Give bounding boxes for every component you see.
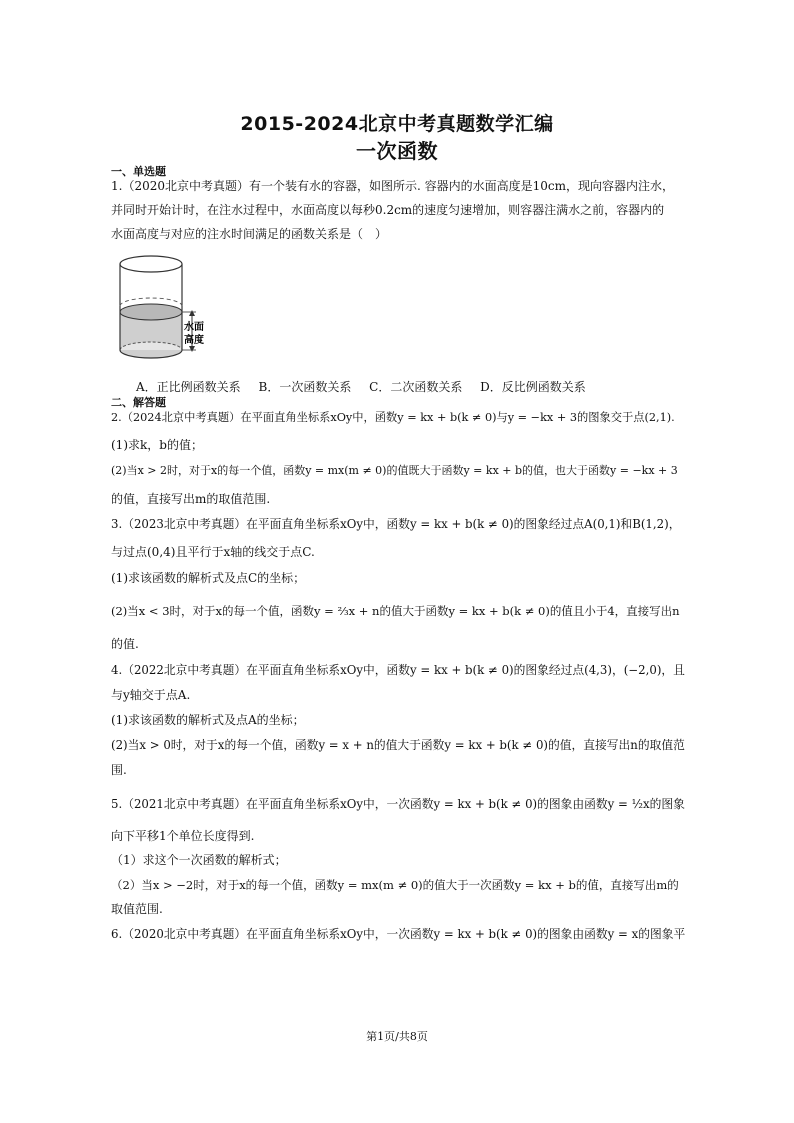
water-container-figure <box>114 250 224 372</box>
question-5-line-3: （1）求这个一次函数的解析式； <box>111 853 287 867</box>
question-5-line-4: （2）当x > −2时，对于x的每一个值，函数y = mx(m ≠ 0)的值大于一次函数y = kx + b的值，直接写出m的 <box>111 878 679 892</box>
page-title: 2015-2024北京中考真题数学汇编 <box>240 113 554 135</box>
question-2-line-3: (2)当x > 2时，对于x的每一个值，函数y = mx(m ≠ 0)的值既大于函数y = kx + b的值，也大于函数y = −kx + 3 <box>111 464 678 477</box>
question-4-line-4: (2)当x > 0时，对于x的每一个值，函数y = x + n的值大于函数y = kx + b(k ≠ 0)的值，直接写出n的取值范 <box>111 738 685 752</box>
section-single-choice: 一、单选题 <box>111 165 166 178</box>
question-1-line-2: 并同时开始计时，在注水过程中，水面高度以每秒0.2cm的速度匀速增加，则容器注满水之前，容器内的 <box>111 203 665 217</box>
option-a: A．正比例函数关系 <box>136 380 241 394</box>
question-6-line-1: 6.（2020北京中考真题）在平面直角坐标系xOy中，一次函数y = kx + b(k ≠ 0)的图象由函数y = x的图象平 <box>111 927 686 941</box>
page-footer: 第1页/共8页 <box>366 1030 428 1043</box>
question-1-line-1: 1.（2020北京中考真题）有一个装有水的容器，如图所示. 容器内的水面高度是10cm，现向容器内注水， <box>111 179 674 193</box>
question-4-line-3: (1)求该函数的解析式及点A的坐标； <box>111 713 305 727</box>
question-5-line-2: 向下平移1个单位长度得到. <box>111 829 255 843</box>
option-c: C．二次函数关系 <box>369 380 463 394</box>
question-4-line-5: 围. <box>111 763 127 777</box>
question-2-line-1: 2.（2024北京中考真题）在平面直角坐标系xOy中，函数y = kx + b(k ≠ 0)与y = −kx + 3的图象交于点(2,1). <box>111 411 675 424</box>
question-2-line-2: (1)求k，b的值； <box>111 438 203 452</box>
figure-label-height: 高度 <box>184 335 204 346</box>
question-5-line-1: 5.（2021北京中考真题）在平面直角坐标系xOy中，一次函数y = kx + b(k ≠ 0)的图象由函数y = ½x的图象 <box>111 797 685 811</box>
cylinder-diagram <box>114 250 224 368</box>
page-subtitle: 一次函数 <box>356 139 438 163</box>
question-3-line-5: 的值. <box>111 637 139 651</box>
question-3-line-3: (1)求该函数的解析式及点C的坐标； <box>111 571 306 585</box>
option-d: D．反比例函数关系 <box>480 380 586 394</box>
question-3-line-2: 与过点(0,4)且平行于x轴的线交于点C. <box>111 545 315 559</box>
section-answer: 二、解答题 <box>111 396 166 409</box>
question-2-line-4: 的值，直接写出m的取值范围. <box>111 492 271 506</box>
question-3-line-4: (2)当x < 3时，对于x的每一个值，函数y = ⅔x + n的值大于函数y = kx + b(k ≠ 0)的值且小于4，直接写出n <box>111 604 680 618</box>
question-4-line-2: 与y轴交于点A. <box>111 688 191 702</box>
question-4-line-1: 4.（2022北京中考真题）在平面直角坐标系xOy中，函数y = kx + b(k ≠ 0)的图象经过点(4,3)，(−2,0)，且 <box>111 663 685 677</box>
question-1-line-3: 水面高度与对应的注水时间满足的函数关系是（ ） <box>111 227 388 241</box>
figure-label-water: 水面 <box>184 322 204 333</box>
option-b: B．一次函数关系 <box>258 380 352 394</box>
question-3-line-1: 3.（2023北京中考真题）在平面直角坐标系xOy中，函数y = kx + b(k ≠ 0)的图象经过点A(0,1)和B(1,2)， <box>111 517 681 531</box>
question-5-line-5: 取值范围. <box>111 902 163 916</box>
question-1-options <box>136 378 600 395</box>
